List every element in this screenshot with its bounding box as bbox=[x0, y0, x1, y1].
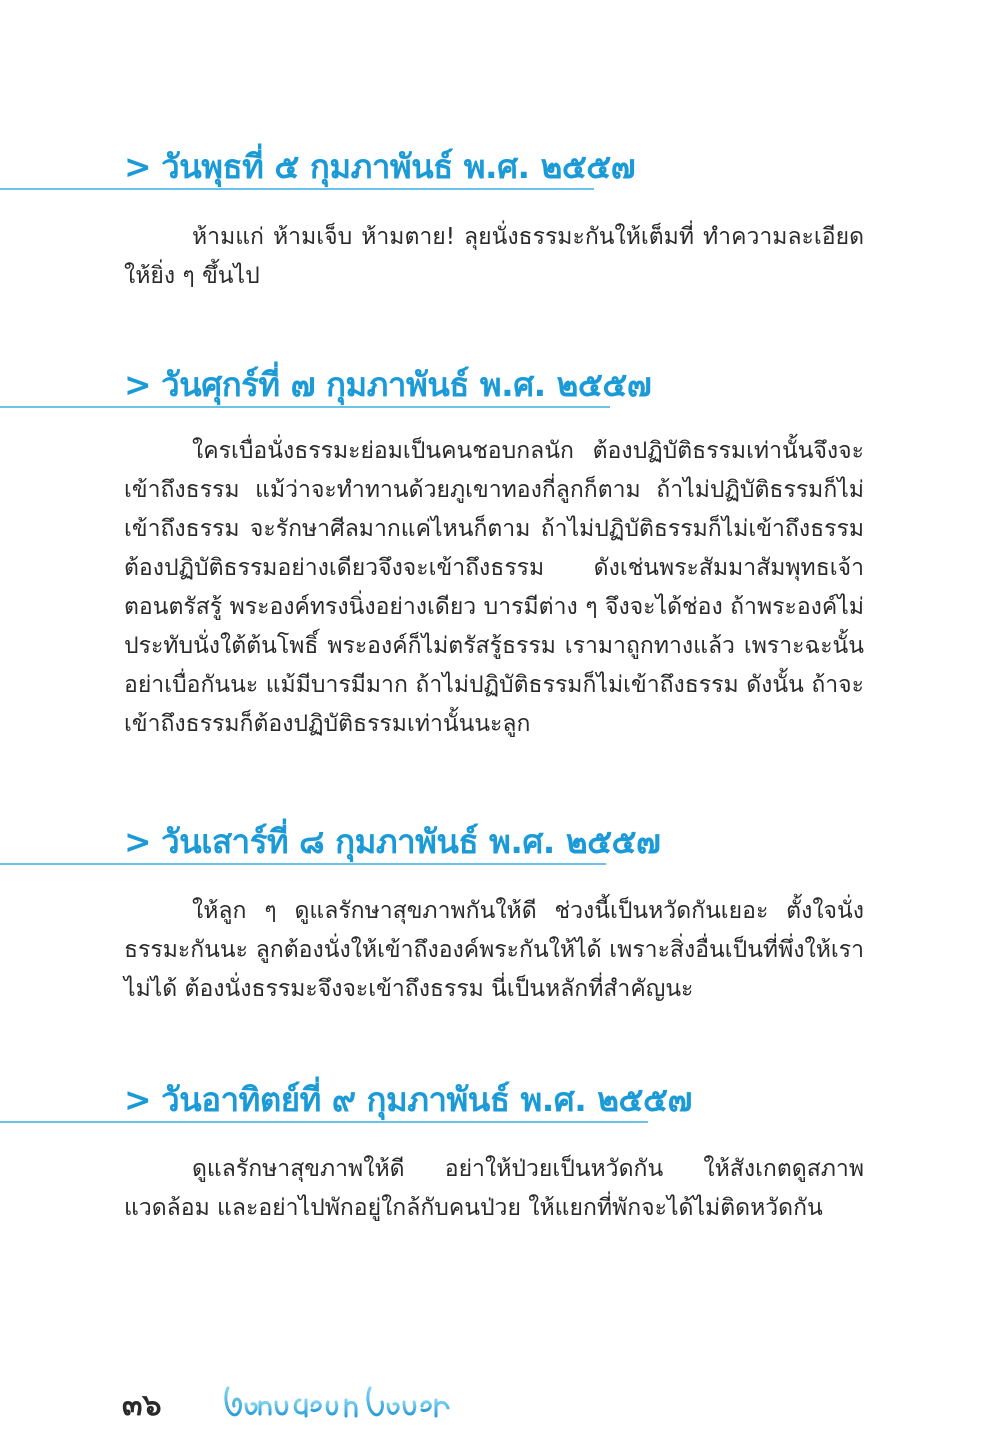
entry-heading bbox=[124, 1073, 692, 1126]
entry-heading bbox=[124, 140, 635, 193]
chevron-right-icon: > bbox=[124, 822, 152, 861]
entry-heading-text: วันเสาร์ที่ ๘ กุมภาพันธ์ พ.ศ. ๒๕๕๗ bbox=[161, 822, 661, 861]
entry-heading-text: วันศุกร์ที่ ๗ กุมภาพันธ์ พ.ศ. ๒๕๕๗ bbox=[161, 365, 652, 404]
entry-body: ใครเบื่อนั่งธรรมะย่อมเป็นคนชอบกลนัก ต้องปฏิบัติธรรมเท่านั้นจึงจะเข้าถึงธรรม แม้ว่าจะทำทานด้วยภูเขาทองกี่ลูกก็ตาม ถ้าไม่ปฏิบัติธรรมก็ไม่เข้าถึงธรรม จะรักษาศีลมากแค่ไหนก็ตาม ถ้าไม่ปฏิบัติธรรมก็ไม่เข้าถึงธรรม ต้องปฏิบัติธรรมอย่างเดียวจึงจะเข้าถึงธรรม ดังเช่นพระสัมมาสัมพุทธเจ้าตอนตรัสรู้ พระองค์ทรงนิ่งอย่างเดียว บารมีต่าง ๆ จึงจะได้ช่อง ถ้าพระองค์ไม่ประทับนั่งใต้ต้นโพธิ์ พระองค์ก็ไม่ตรัสรู้ธรรม เรามาถูกทางแล้ว เพราะฉะนั้นอย่าเบื่อกันนะ แม้มีบารมีมาก ถ้าไม่ปฏิบัติธรรมก็ไม่เข้าถึงธรรม ดังนั้น ถ้าจะเข้าถึงธรรมก็ต้องปฏิบัติธรรมเท่านั้นนะลูก bbox=[124, 438, 864, 737]
chevron-right-icon: > bbox=[124, 147, 152, 186]
page-number: ๓๖ bbox=[122, 1388, 162, 1423]
chevron-right-icon: > bbox=[124, 365, 152, 404]
entry-heading bbox=[124, 358, 651, 411]
entry-body: ให้ลูก ๆ ดูแลรักษาสุขภาพกันให้ดี ช่วงนี้เป็นหวัดกันเยอะ ตั้งใจนั่งธรรมะกันนะ ลูกต้องนั่งให้เข้าถึงองค์พระกันให้ได้ เพราะสิ่งอื่นเป็นที่พึ่งให้เราไม่ได้ ต้องนั่งธรรมะจึงจะเข้าถึงธรรม นี่เป็นหลักที่สำคัญนะ bbox=[124, 898, 864, 1002]
heading-underline bbox=[0, 406, 610, 408]
entry-body: ดูแลรักษาสุขภาพให้ดี อย่าให้ป่วยเป็นหวัดกัน ให้สังเกตดูสภาพแวดล้อม และอย่าไปพักอยู่ใกล้กับคนป่วย ให้แยกที่พักจะได้ไม่ติดหวัดกัน bbox=[124, 1156, 864, 1221]
entry-heading-text: วันพุธที่ ๕ กุมภาพันธ์ พ.ศ. ๒๕๕๗ bbox=[161, 147, 636, 186]
entry-heading-text: วันอาทิตย์ที่ ๙ กุมภาพันธ์ พ.ศ. ๒๕๕๗ bbox=[161, 1080, 692, 1119]
heading-underline bbox=[0, 863, 606, 865]
heading-underline bbox=[0, 188, 594, 190]
chevron-right-icon: > bbox=[124, 1080, 152, 1119]
heading-underline bbox=[0, 1121, 648, 1123]
script-title-logo-icon bbox=[220, 1378, 460, 1426]
entry-heading bbox=[124, 815, 660, 868]
entry-body: ห้ามแก่ ห้ามเจ็บ ห้ามตาย! ลุยนั่งธรรมะกันให้เต็มที่ ทำความละเอียดให้ยิ่ง ๆ ขึ้นไป bbox=[124, 224, 864, 289]
